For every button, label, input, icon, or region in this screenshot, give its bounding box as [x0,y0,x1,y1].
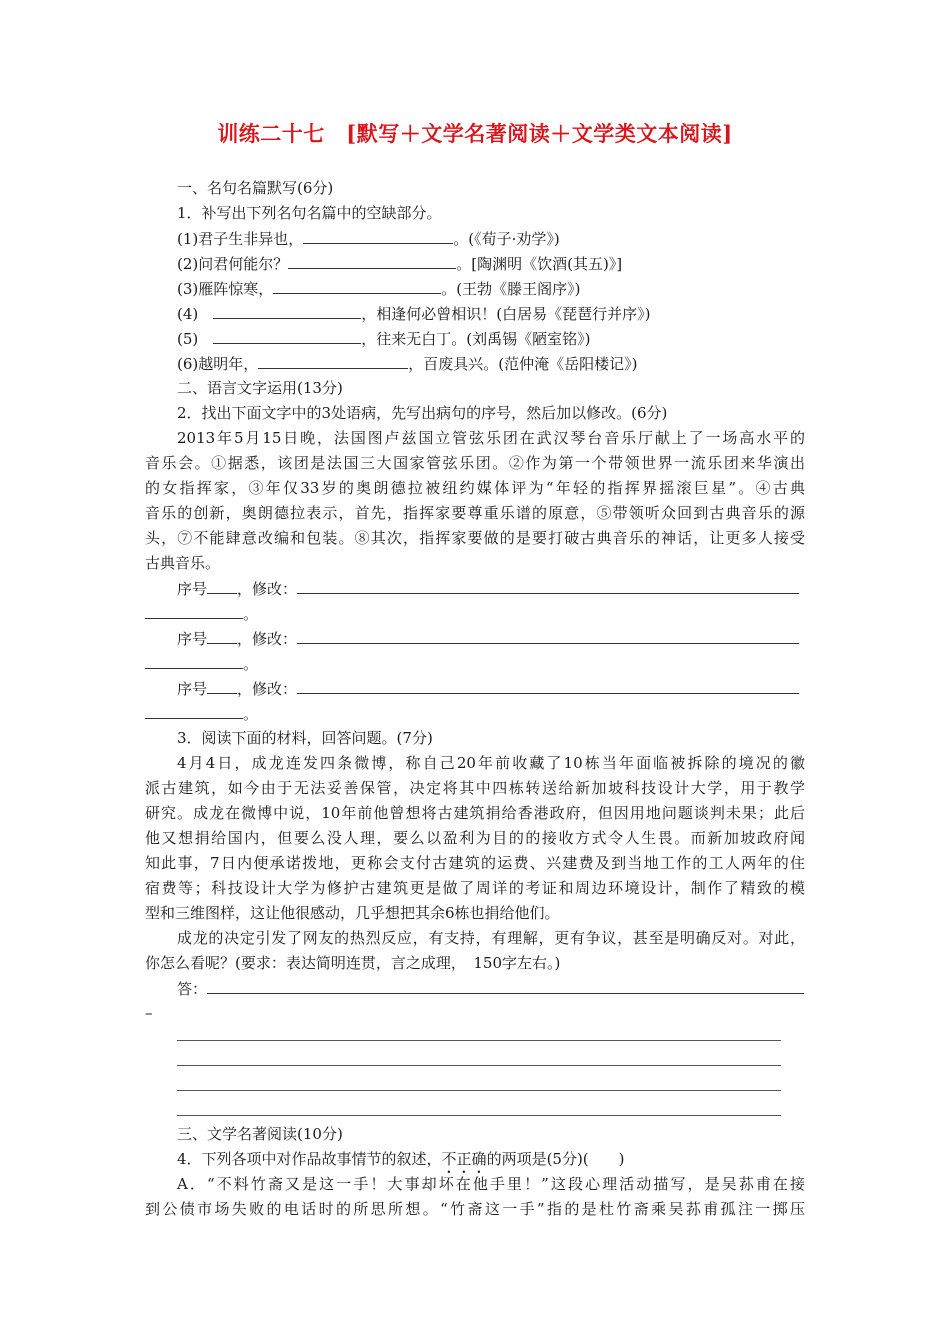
section-3-heading: 三、文学名著阅读(10分) [177,1125,343,1143]
question-1: 1．补写出下列名句名篇中的空缺部分。 [177,204,442,222]
passage-line: 古典音乐。 [145,554,221,572]
question-4: 4．下列各项中对作品故事情节的叙述，不正确的两项是(5分)( ) [177,1150,625,1168]
section-1-heading: 一、名句名篇默写(6分) [177,179,334,197]
revision-blank[interactable] [297,576,799,594]
page-title: 训练二十七 [默写＋文学名著阅读＋文学类文本阅读] [217,121,733,146]
fill-item-4: (4) ，相逢何必曾相识！(白居易《琵琶行并序》) [177,301,650,326]
passage-line: 音乐会。①据悉，该团是法国三大国家管弦乐团。②作为第一个带领世界一流乐团来华演出 [145,454,805,472]
passage-line: 他又想捐给国内，但要么没人理，要么以盈利为目的的接收方式令人生畏。而新加坡政府闻 [145,829,805,847]
answer-row-3: 序号 ，修改： [177,676,799,701]
answer-line[interactable] [177,1065,781,1066]
question-3: 3．阅读下面的材料，回答问题。(7分) [177,729,433,747]
passage-line: 的女指挥家，③年仅33岁的奥朗德拉被纽约媒体评为“年轻的指挥界摇滚巨星”。④古典 [145,479,805,497]
passage-line: 成龙的决定引发了网友的热烈反应，有支持，有理解，更有争议，甚至是明确反对。对此， [177,929,805,947]
answer-blank[interactable] [258,351,408,369]
option-a-line: A．“不料竹斋又是这一手！大事却坏在他手里！”这段心理活动描写，是吴荪甫在接 [177,1175,805,1193]
number-blank[interactable] [207,676,237,694]
answer-row-1: 序号 ，修改： [177,576,799,601]
answer-row-2: 序号 ，修改： [177,626,799,651]
revision-blank[interactable] [145,701,243,719]
passage-line: 研究。成龙在微博中说，10年前他曾想将古建筑捐给香港政府，但因用地问题谈判未果；此后 [145,804,805,822]
answer-blank[interactable] [213,301,361,319]
passage-line: 2013年5月15日晚，法国图卢兹国立管弦乐团在武汉琴台音乐厅献上了一场高水平的 [177,429,805,447]
passage-line: 音乐的创新，奥朗德拉表示，首先，指挥家要尊重乐谱的原意，⑤带领听众回到古典音乐的源 [145,504,805,522]
answer-blank[interactable] [288,251,456,269]
number-blank[interactable] [207,626,237,644]
passage-line: 宿费等；科技设计大学为修护古建筑更是做了周详的考证和周边环境设计，制作了精致的模 [145,879,805,897]
answer-line[interactable] [177,1040,781,1041]
answer-blank[interactable] [213,326,361,344]
passage-line: 知此事，7日内便承诺拨地，更称会支付古建筑的运费、兴建费及到当地工作的工人两年的住 [145,854,805,872]
answer-blank[interactable] [303,226,453,244]
answer-blank[interactable] [273,276,441,294]
passage-line: 4月4日，成龙连发四条微博，称自己20年前收藏了10栋当年面临被拆除的境况的徽 [177,754,805,772]
revision-blank[interactable] [297,626,799,644]
fill-item-5: (5) ，往来无白丁。(刘禹锡《陋室铭》) [177,326,590,351]
fill-item-6: (6)越明年， ，百废具兴。(范仲淹《岳阳楼记》) [177,351,637,376]
fill-item-1: (1)君子生非异也， 。(《荀子·劝学》) [177,226,560,251]
fill-item-3: (3)雁阵惊寒， 。(王勃《滕王阁序》) [177,276,580,301]
revision-blank[interactable] [297,676,799,694]
dash-mark: – [145,1004,153,1022]
number-blank[interactable] [207,576,237,594]
question-2: 2．找出下面文字中的3处语病，先写出病句的序号，然后加以修改。(6分) [177,404,668,422]
revision-blank[interactable] [145,651,243,669]
fill-item-2: (2)问君何能尔？ 。[陶渊明《饮酒(其五)》] [177,251,622,276]
emphasized-text: 不正确 [441,1150,487,1168]
answer-row-3-cont: 。 [145,701,258,726]
option-a-line: 到公债市场失败的电话时的所思所想。“竹斋这一手”指的是杜竹斋乘吴荪甫孤注一掷压 [145,1200,805,1218]
passage-line: 派古建筑，如今由于无法妥善保管，决定将其中四栋转送给新加坡科技设计大学，用于教学 [145,779,805,797]
passage-line: 你怎么看呢？(要求：表达简明连贯，言之成理， 150字左右。) [145,954,561,972]
answer-row-2-cont: 。 [145,651,258,676]
section-2-heading: 二、语言文字运用(13分) [177,379,343,397]
passage-line: 头，⑦不能肆意改编和包装。⑧其次，指挥家要做的是要打破古典音乐的神话，让更多人接受 [145,529,805,547]
answer-line[interactable] [207,976,804,994]
revision-blank[interactable] [145,601,243,619]
answer-line[interactable] [177,1115,781,1116]
answer-label: 答： [177,976,804,1001]
answer-line[interactable] [177,1090,781,1091]
passage-line: 型和三维图样，这让他很感动，几乎想把其余6栋也捐给他们。 [145,904,560,922]
answer-row-1-cont: 。 [145,601,258,626]
